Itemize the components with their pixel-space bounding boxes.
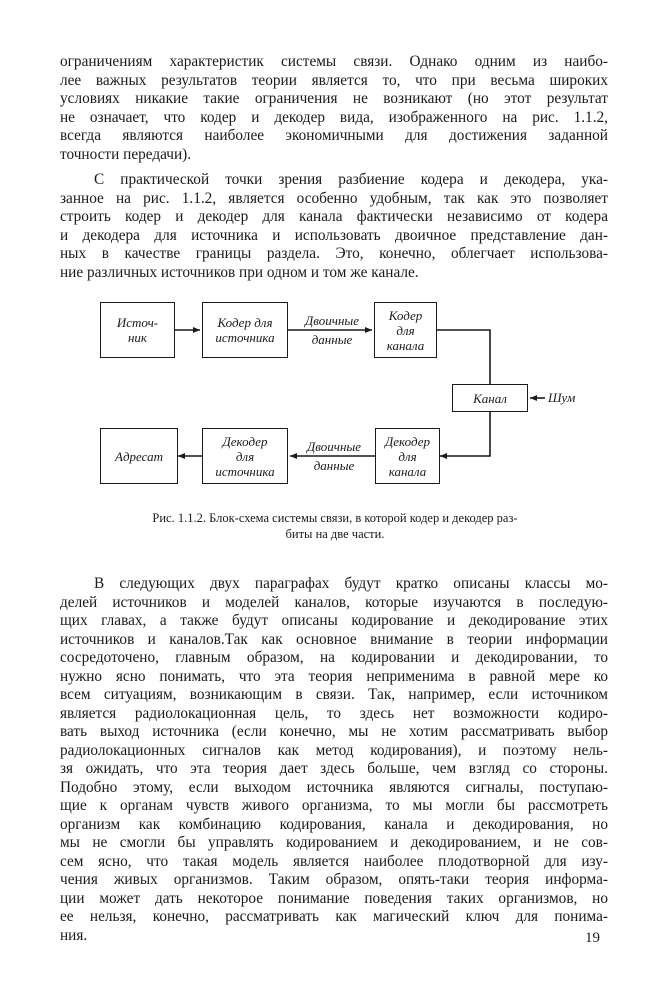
text-line: щих главах, а также будут описаны кодирование и декодирование этих (60, 612, 608, 629)
source-encoder-block: Кодер для источника (202, 302, 288, 358)
text-line: условиях никакие такие ограничения не возникают (но этот результат (60, 90, 608, 107)
channel-decoder-block: Декодер для канала (375, 428, 440, 484)
channel-block: Канал (452, 384, 528, 412)
text-line: организм как комбинацию кодирования, канала и декодирования, но (60, 815, 608, 833)
text-line: радиолокационных сигналов как метод кодирования), и поэтому нель- (60, 741, 608, 759)
text-line: занное на рис. 1.1.2, является особенно удобным, так как это позволяет (60, 189, 608, 207)
binary-data-label-top: Двоичные данные (305, 313, 359, 347)
text-line: В следующих двух параграфах будут кратко описаны классы мо- (94, 575, 608, 592)
source-block: Источ- ник (100, 302, 175, 358)
source-decoder-block: Декодер для источника (202, 428, 288, 484)
channel-encoder-block: Кодер для канала (374, 302, 437, 358)
text-line: Подобно этому, если выходом источника являются сигналы, поступаю- (60, 778, 608, 796)
text-line: является радиолокационная цель, то здесь нет возможности кодиро- (60, 704, 608, 722)
text-line: делей источников и моделей каналов, которые изучаются в последую- (60, 593, 608, 611)
destination-block: Адресат (100, 428, 178, 484)
binary-data-label-bottom: Двоичные данные (307, 439, 361, 473)
line-channel-encoder-to-channel (437, 330, 490, 384)
text-line: строить кодер и декодер для канала фактически независимо от кодера (60, 208, 608, 225)
text-line: источников и каналов.Так как основное внимание в теории информации (60, 630, 608, 648)
block-diagram (90, 290, 600, 510)
text-line: ных в качестве границы раздела. Это, конечно, облегчает использова- (60, 245, 608, 262)
text-line: ограничениям характеристик системы связи. Однако одним из наибо- (60, 53, 608, 70)
line-channel-to-channel-decoder (440, 412, 490, 456)
text-line: мы не смогли бы управлять кодированием и декодированием, и не сов- (60, 834, 608, 851)
text-line: сосредоточено, главным образом, на кодировании и декодировании, то (60, 649, 608, 666)
text-line: и декодера для источника и использовать двоичное представление дан- (60, 226, 608, 244)
paragraph-3 (60, 575, 608, 945)
text-line: вать выход источника (если конечно, мы не хотим рассматривать выбор (60, 723, 608, 740)
figure-caption: Рис. 1.1.2. Блок-схема системы связи, в которой кодер и декодер раз- биты на две части. (152, 511, 518, 541)
text-line: ния. (60, 926, 88, 944)
noise-label: Шум (548, 390, 576, 405)
text-line: нужно ясно понимать, что эта теория неприменима в равной мере ко (60, 667, 608, 685)
text-line: ции может дать некоторое понимание поведения таких организмов, но (60, 889, 608, 907)
text-line: С практической точки зрения разбиение кодера и декодера, ука- (94, 171, 608, 188)
text-line: ние различных источников при одном и том же канале. (60, 263, 419, 281)
text-line: чения живых организмов. Таким образом, опять-таки теория информа- (60, 871, 608, 888)
text-line: точности передачи). (60, 145, 192, 163)
text-line: щие к органам чувств живого организма, то мы могли бы рассмотреть (60, 797, 608, 814)
page-number: 19 (585, 930, 600, 946)
text-line: не означает, что кодер и декодер вида, изображенного на рис. 1.1.2, (60, 108, 608, 126)
text-line: зя ожидать, что эта теория дает здесь больше, чем взгляд со стороны. (60, 760, 608, 777)
text-line: всегда являются наиболее экономичными для достижения заданной (60, 127, 608, 144)
paragraph-1 (60, 53, 608, 164)
text-line: лее важных результатов теории является то, что при весьма широких (60, 71, 608, 89)
text-line: сем ясно, что такая модель является наиболее плодотворной для изу- (60, 852, 608, 870)
text-line: всем ситуациям, возникающим в связи. Так, например, если источником (60, 686, 608, 703)
paragraph-2 (60, 171, 608, 282)
text-line: ее нельзя, конечно, рассматривать как магический ключ для понима- (60, 908, 608, 925)
